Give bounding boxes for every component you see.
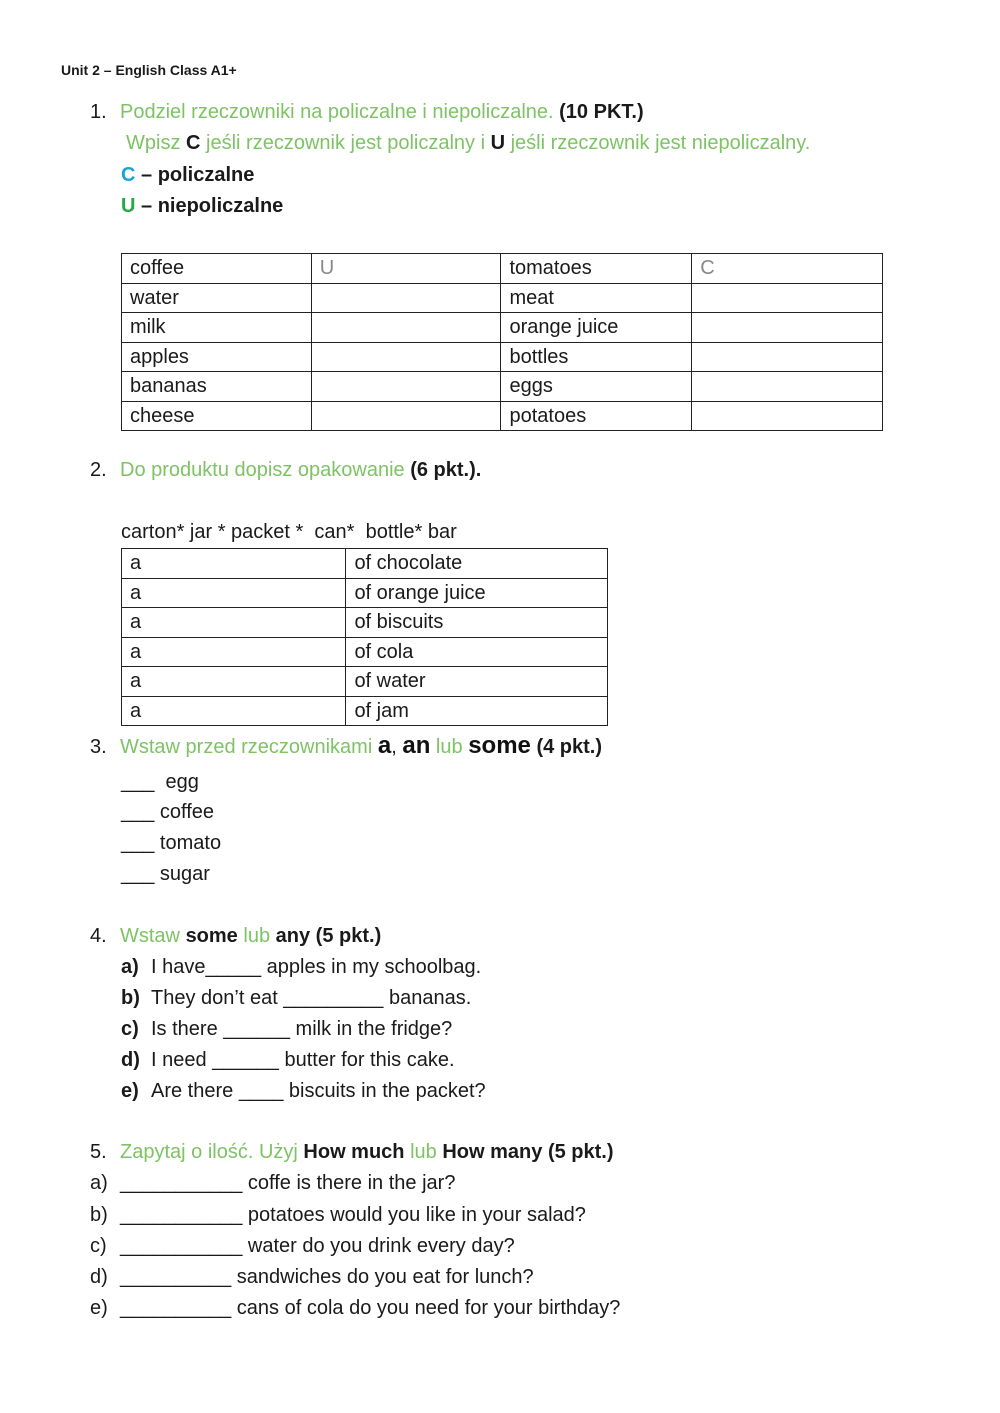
- item-label: e): [121, 1080, 139, 1102]
- article-cell[interactable]: a: [122, 578, 346, 608]
- table-row: [122, 578, 608, 608]
- item-text: They don’t eat _________ bananas.: [151, 987, 472, 1009]
- blank-item[interactable]: ___ egg: [121, 771, 199, 793]
- task5-heading: [90, 1139, 614, 1165]
- page-title: Unit 2 – English Class A1+: [61, 62, 237, 78]
- item-text: __________ sandwiches do you eat for lunch?: [120, 1266, 534, 1288]
- word-lub: lub: [243, 925, 271, 947]
- answer-cell[interactable]: [311, 372, 501, 402]
- legend-uncountable: [121, 193, 283, 219]
- comma: ,: [391, 736, 397, 758]
- task2-instruction: Do produktu dopisz opakowanie: [120, 459, 405, 481]
- table-row: [122, 283, 883, 313]
- noun-cell: milk: [122, 313, 312, 343]
- task3-heading: [90, 733, 602, 760]
- table-row: [122, 401, 883, 431]
- word-an: an: [402, 732, 431, 759]
- item-label: d): [90, 1266, 108, 1288]
- noun-cell: meat: [501, 283, 692, 313]
- item-label: c): [90, 1235, 107, 1257]
- task1-subinstruction: [126, 130, 810, 156]
- sentence-item[interactable]: [121, 954, 481, 980]
- text: jeśli rzeczownik jest policzalny i: [206, 132, 486, 154]
- packaging-table: [121, 548, 608, 726]
- blank-item[interactable]: ___ tomato: [121, 832, 222, 854]
- item-text: I need ______ butter for this cake.: [151, 1049, 455, 1071]
- article-cell[interactable]: a: [122, 696, 346, 726]
- article-cell[interactable]: a: [122, 549, 346, 579]
- task4-instruction: Wstaw: [120, 925, 180, 947]
- task2-heading: [90, 457, 481, 483]
- legend-countable: [121, 162, 254, 188]
- item-label: b): [121, 987, 140, 1009]
- question-item[interactable]: [90, 1202, 586, 1228]
- product-cell: of orange juice: [346, 578, 608, 608]
- noun-cell: water: [122, 283, 312, 313]
- noun-cell: tomatoes: [501, 254, 692, 284]
- product-cell: of chocolate: [346, 549, 608, 579]
- task-number: 2.: [90, 459, 107, 481]
- table-row: [122, 696, 608, 726]
- table-row: [122, 667, 608, 697]
- table-row: [122, 313, 883, 343]
- letter-u: U: [490, 132, 506, 154]
- article-cell[interactable]: a: [122, 608, 346, 638]
- blank-item[interactable]: ___ sugar: [121, 863, 210, 885]
- task-number: 1.: [90, 101, 107, 123]
- item-label: b): [90, 1204, 108, 1226]
- item-text: Is there ______ milk in the fridge?: [151, 1018, 453, 1040]
- answer-cell[interactable]: [692, 283, 883, 313]
- word-how-much: How much: [303, 1141, 405, 1163]
- task5-points: (5 pkt.): [547, 1141, 614, 1163]
- item-label: e): [90, 1297, 108, 1319]
- noun-cell: cheese: [122, 401, 312, 431]
- task4-heading: [90, 923, 381, 949]
- word-some: some: [185, 925, 238, 947]
- noun-cell: coffee: [122, 254, 312, 284]
- table-row: [122, 549, 608, 579]
- answer-cell[interactable]: U: [311, 254, 501, 284]
- article-cell[interactable]: a: [122, 637, 346, 667]
- task1-points: (10 PKT.): [559, 101, 644, 123]
- sentence-item[interactable]: [121, 1016, 452, 1042]
- article-cell[interactable]: a: [122, 667, 346, 697]
- item-text: __________ cans of cola do you need for your birthday?: [120, 1297, 621, 1319]
- sentence-item[interactable]: [121, 985, 471, 1011]
- word-lub: lub: [435, 736, 463, 758]
- answer-cell[interactable]: [692, 313, 883, 343]
- question-item[interactable]: [90, 1233, 515, 1259]
- table-row: [122, 254, 883, 284]
- item-label: a): [121, 956, 139, 978]
- word-a: a: [377, 732, 392, 759]
- table-row: [122, 637, 608, 667]
- answer-cell[interactable]: [692, 372, 883, 402]
- table-row: [122, 608, 608, 638]
- letter-c: C: [186, 132, 201, 154]
- table-row: [122, 342, 883, 372]
- answer-cell[interactable]: [692, 342, 883, 372]
- countable-table: [121, 253, 883, 431]
- text: Wpisz: [126, 132, 181, 154]
- task5-instruction: Zapytaj o ilość. Użyj: [120, 1141, 298, 1163]
- legend-letter: U: [121, 195, 136, 217]
- task-number: 5.: [90, 1141, 107, 1163]
- task-number: 4.: [90, 925, 107, 947]
- item-text: Are there ____ biscuits in the packet?: [151, 1080, 486, 1102]
- legend-text: – niepoliczalne: [141, 195, 284, 217]
- sentence-item[interactable]: [121, 1047, 455, 1073]
- answer-cell[interactable]: C: [692, 254, 883, 284]
- legend-text: – policzalne: [141, 164, 255, 186]
- item-label: d): [121, 1049, 140, 1071]
- task1-instruction: Podziel rzeczowniki na policzalne i niepoliczalne.: [120, 101, 554, 123]
- sentence-item[interactable]: [121, 1078, 486, 1104]
- item-label: c): [121, 1018, 139, 1040]
- noun-cell: bananas: [122, 372, 312, 402]
- product-cell: of cola: [346, 637, 608, 667]
- answer-cell[interactable]: [311, 313, 501, 343]
- item-text: ___________ water do you drink every day?: [120, 1235, 515, 1257]
- task3-points: (4 pkt.): [536, 736, 603, 758]
- product-cell: of biscuits: [346, 608, 608, 638]
- noun-cell: potatoes: [501, 401, 692, 431]
- word-bank: carton* jar * packet * can* bottle* bar: [121, 521, 457, 543]
- task3-instruction: Wstaw przed rzeczownikami: [120, 736, 373, 758]
- answer-cell[interactable]: [311, 283, 501, 313]
- word-any: any: [275, 925, 311, 947]
- word-how-many: How many: [442, 1141, 543, 1163]
- product-cell: of water: [346, 667, 608, 697]
- question-item[interactable]: [90, 1295, 620, 1321]
- item-label: a): [90, 1172, 108, 1194]
- table-row: [122, 372, 883, 402]
- task2-points: (6 pkt.).: [410, 459, 482, 481]
- noun-cell: eggs: [501, 372, 692, 402]
- product-cell: of jam: [346, 696, 608, 726]
- answer-cell[interactable]: [311, 401, 501, 431]
- answer-cell[interactable]: [311, 342, 501, 372]
- item-text: ___________ potatoes would you like in your salad?: [120, 1204, 586, 1226]
- noun-cell: bottles: [501, 342, 692, 372]
- item-text: I have_____ apples in my schoolbag.: [151, 956, 482, 978]
- noun-cell: apples: [122, 342, 312, 372]
- word-some: some: [468, 732, 531, 759]
- word-lub: lub: [410, 1141, 437, 1163]
- blank-item[interactable]: ___ coffee: [121, 801, 215, 823]
- legend-letter: C: [121, 164, 136, 186]
- question-item[interactable]: [90, 1264, 534, 1290]
- text: jeśli rzeczownik jest niepoliczalny.: [510, 132, 811, 154]
- task4-points: (5 pkt.): [315, 925, 382, 947]
- answer-cell[interactable]: [692, 401, 883, 431]
- question-item[interactable]: [90, 1170, 455, 1196]
- task-number: 3.: [90, 736, 107, 758]
- item-text: ___________ coffe is there in the jar?: [120, 1172, 456, 1194]
- task1-heading: [90, 99, 644, 125]
- noun-cell: orange juice: [501, 313, 692, 343]
